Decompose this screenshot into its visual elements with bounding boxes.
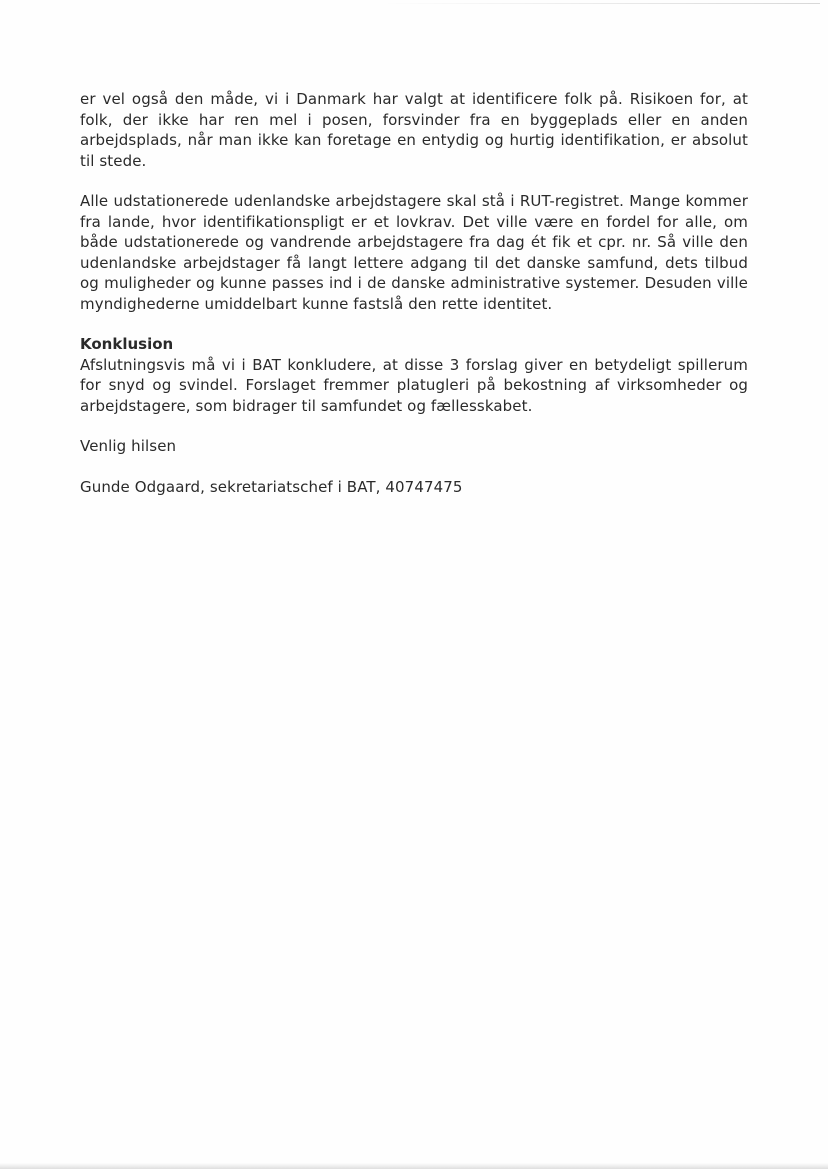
signature-line: Gunde Odgaard, sekretariatschef i BAT, 40747475 xyxy=(80,477,463,496)
paragraph-rut-register: Alle udstationerede udenlandske arbejdstagere skal stå i RUT-registret. Mange kommer fra lande, hvor identifikationspligt er et lovkrav. Det ville være en fordel for alle, om både udstationerede og vandrende arbejdstagere fra dag ét fik et cpr. nr. Så ville den udenlandske arbejdstager få langt lettere adgang til det danske samfund, dets tilbud og muligheder og kunne passes ind i de danske administrative systemer. Desuden ville myndighederne umiddelbart kunne fastslå den rette identitet. xyxy=(80,192,748,313)
letter-body xyxy=(80,89,748,517)
closing-greeting: Venlig hilsen xyxy=(80,437,177,455)
scan-edge-bottom xyxy=(0,1163,828,1169)
scan-edge-top xyxy=(380,3,820,4)
conclusion-heading: Konklusion xyxy=(80,335,174,353)
conclusion-section xyxy=(80,334,748,416)
conclusion-text: Afslutningsvis må vi i BAT konkludere, at disse 3 forslag giver en betydeligt spillerum for snyd og svindel. Forslaget fremmer platugleri på bekostning af virksomheder og arbejdstagere, som bidrager til samfundet og fællesskabet. xyxy=(80,355,748,415)
paragraph-identification-risk: er vel også den måde, vi i Danmark har valgt at identificere folk på. Risikoen for, at folk, der ikke har ren mel i posen, forsvinder fra en byggeplads eller en anden arbejdsplads, når man ikke kan foretage en entydig og hurtig identifikation, er absolut til stede. xyxy=(80,90,748,170)
